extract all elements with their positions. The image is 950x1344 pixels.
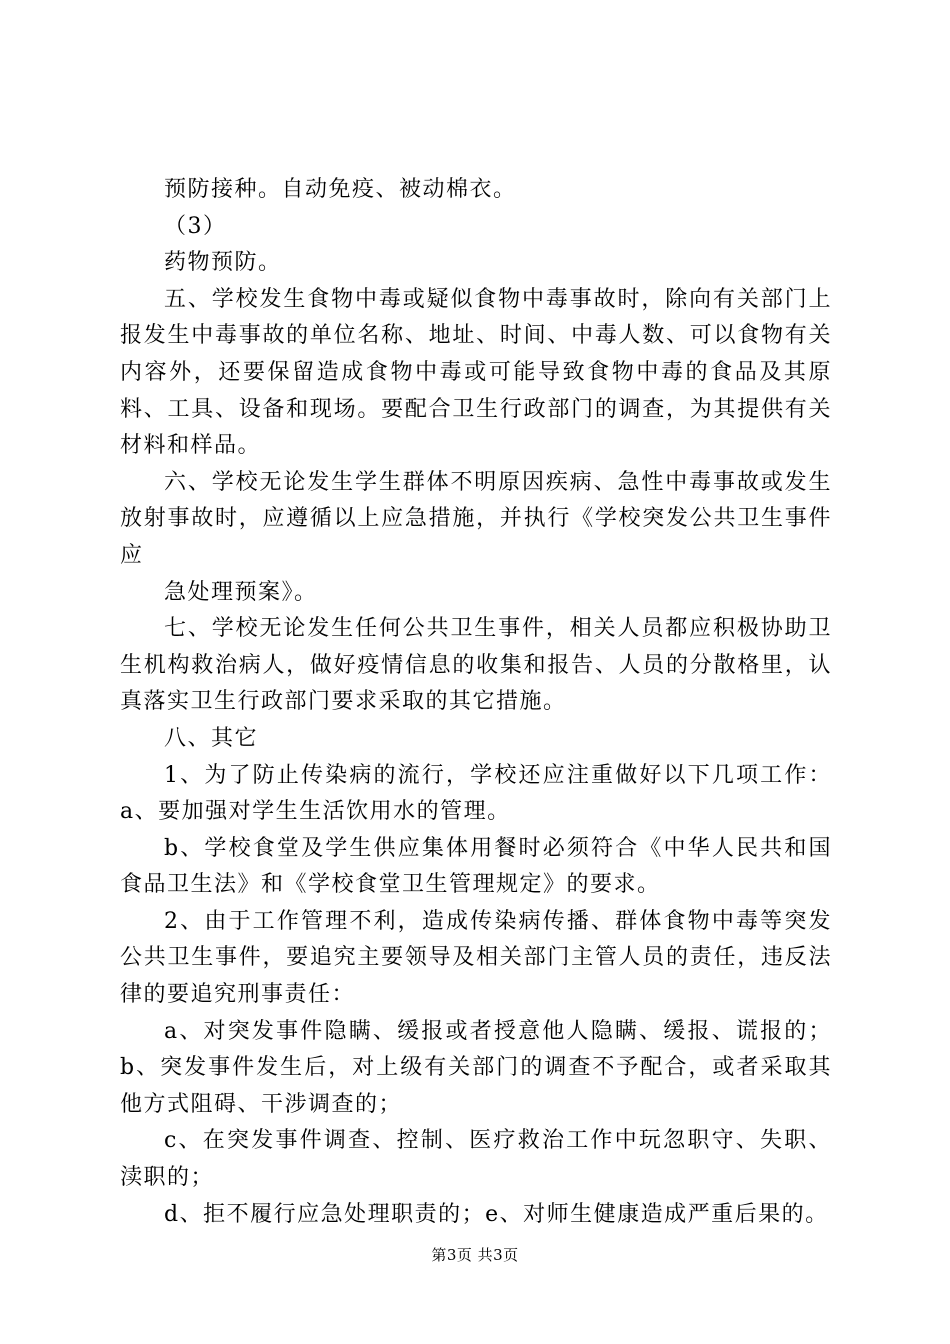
page-number-footer: 第3页 共3页 (431, 1246, 519, 1264)
paragraph-item-1: 1、为了防止传染病的流行，学校还应注重做好以下几项工作：a、要加强对学生生活饮用水的管理。 (120, 762, 832, 825)
paragraph-section-6: 六、学校无论发生学生群体不明原因疾病、急性中毒事故或发生放射事故时，应遵循以上应急措施，并执行《学校突发公共卫生事件应 (120, 469, 832, 568)
paragraph-item-c: c、在突发事件调查、控制、医疗救治工作中玩忽职守、失职、渎职的； (120, 1128, 832, 1191)
paragraph-item-3: （3） (164, 213, 227, 239)
paragraph-drug-prevention: 药物预防。 (164, 250, 282, 276)
paragraph-item-d: d、拒不履行应急处理职责的；e、对师生健康造成严重后果的。 (164, 1201, 829, 1227)
paragraph-item-2: 2、由于工作管理不利，造成传染病传播、群体食物中毒等突发公共卫生事件，要追究主要领导及相关部门主管人员的责任，违反法律的要追究刑事责任： (120, 908, 832, 1008)
paragraph-vaccination: 预防接种。自动免疫、被动棉衣。 (164, 177, 517, 202)
paragraph-section-8-heading: 八、其它 (164, 725, 259, 751)
paragraph-section-5: 五、学校发生食物中毒或疑似食物中毒事故时，除向有关部门上报发生中毒事故的单位名称、地址、时间、中毒人数、可以食物有关内容外，还要保留造成食物中毒或可能导致食物中毒的食品及其原料、工具、设备和现场。要配合卫生行政部门的调查，为其提供有关材料和样品。 (120, 286, 832, 459)
paragraph-item-b: b、学校食堂及学生供应集体用餐时必须符合《中华人民共和国食品卫生法》和《学校食堂卫生管理规定》的要求。 (120, 835, 832, 898)
paragraph-section-7: 七、学校无论发生任何公共卫生事件，相关人员都应积极协助卫生机构救治病人，做好疫情信息的收集和报告、人员的分散格里，认真落实卫生行政部门要求采取的其它措施。 (120, 616, 832, 715)
paragraph-section-6-continued: 急处理预案》。 (164, 579, 318, 605)
document-body (120, 172, 832, 1233)
paragraph-item-a: a、对突发事件隐瞒、缓报或者授意他人隐瞒、缓报、谎报的；b、突发事件发生后，对上级有关部门的调查不予配合，或者采取其他方式阻碍、干涉调查的； (120, 1018, 832, 1117)
